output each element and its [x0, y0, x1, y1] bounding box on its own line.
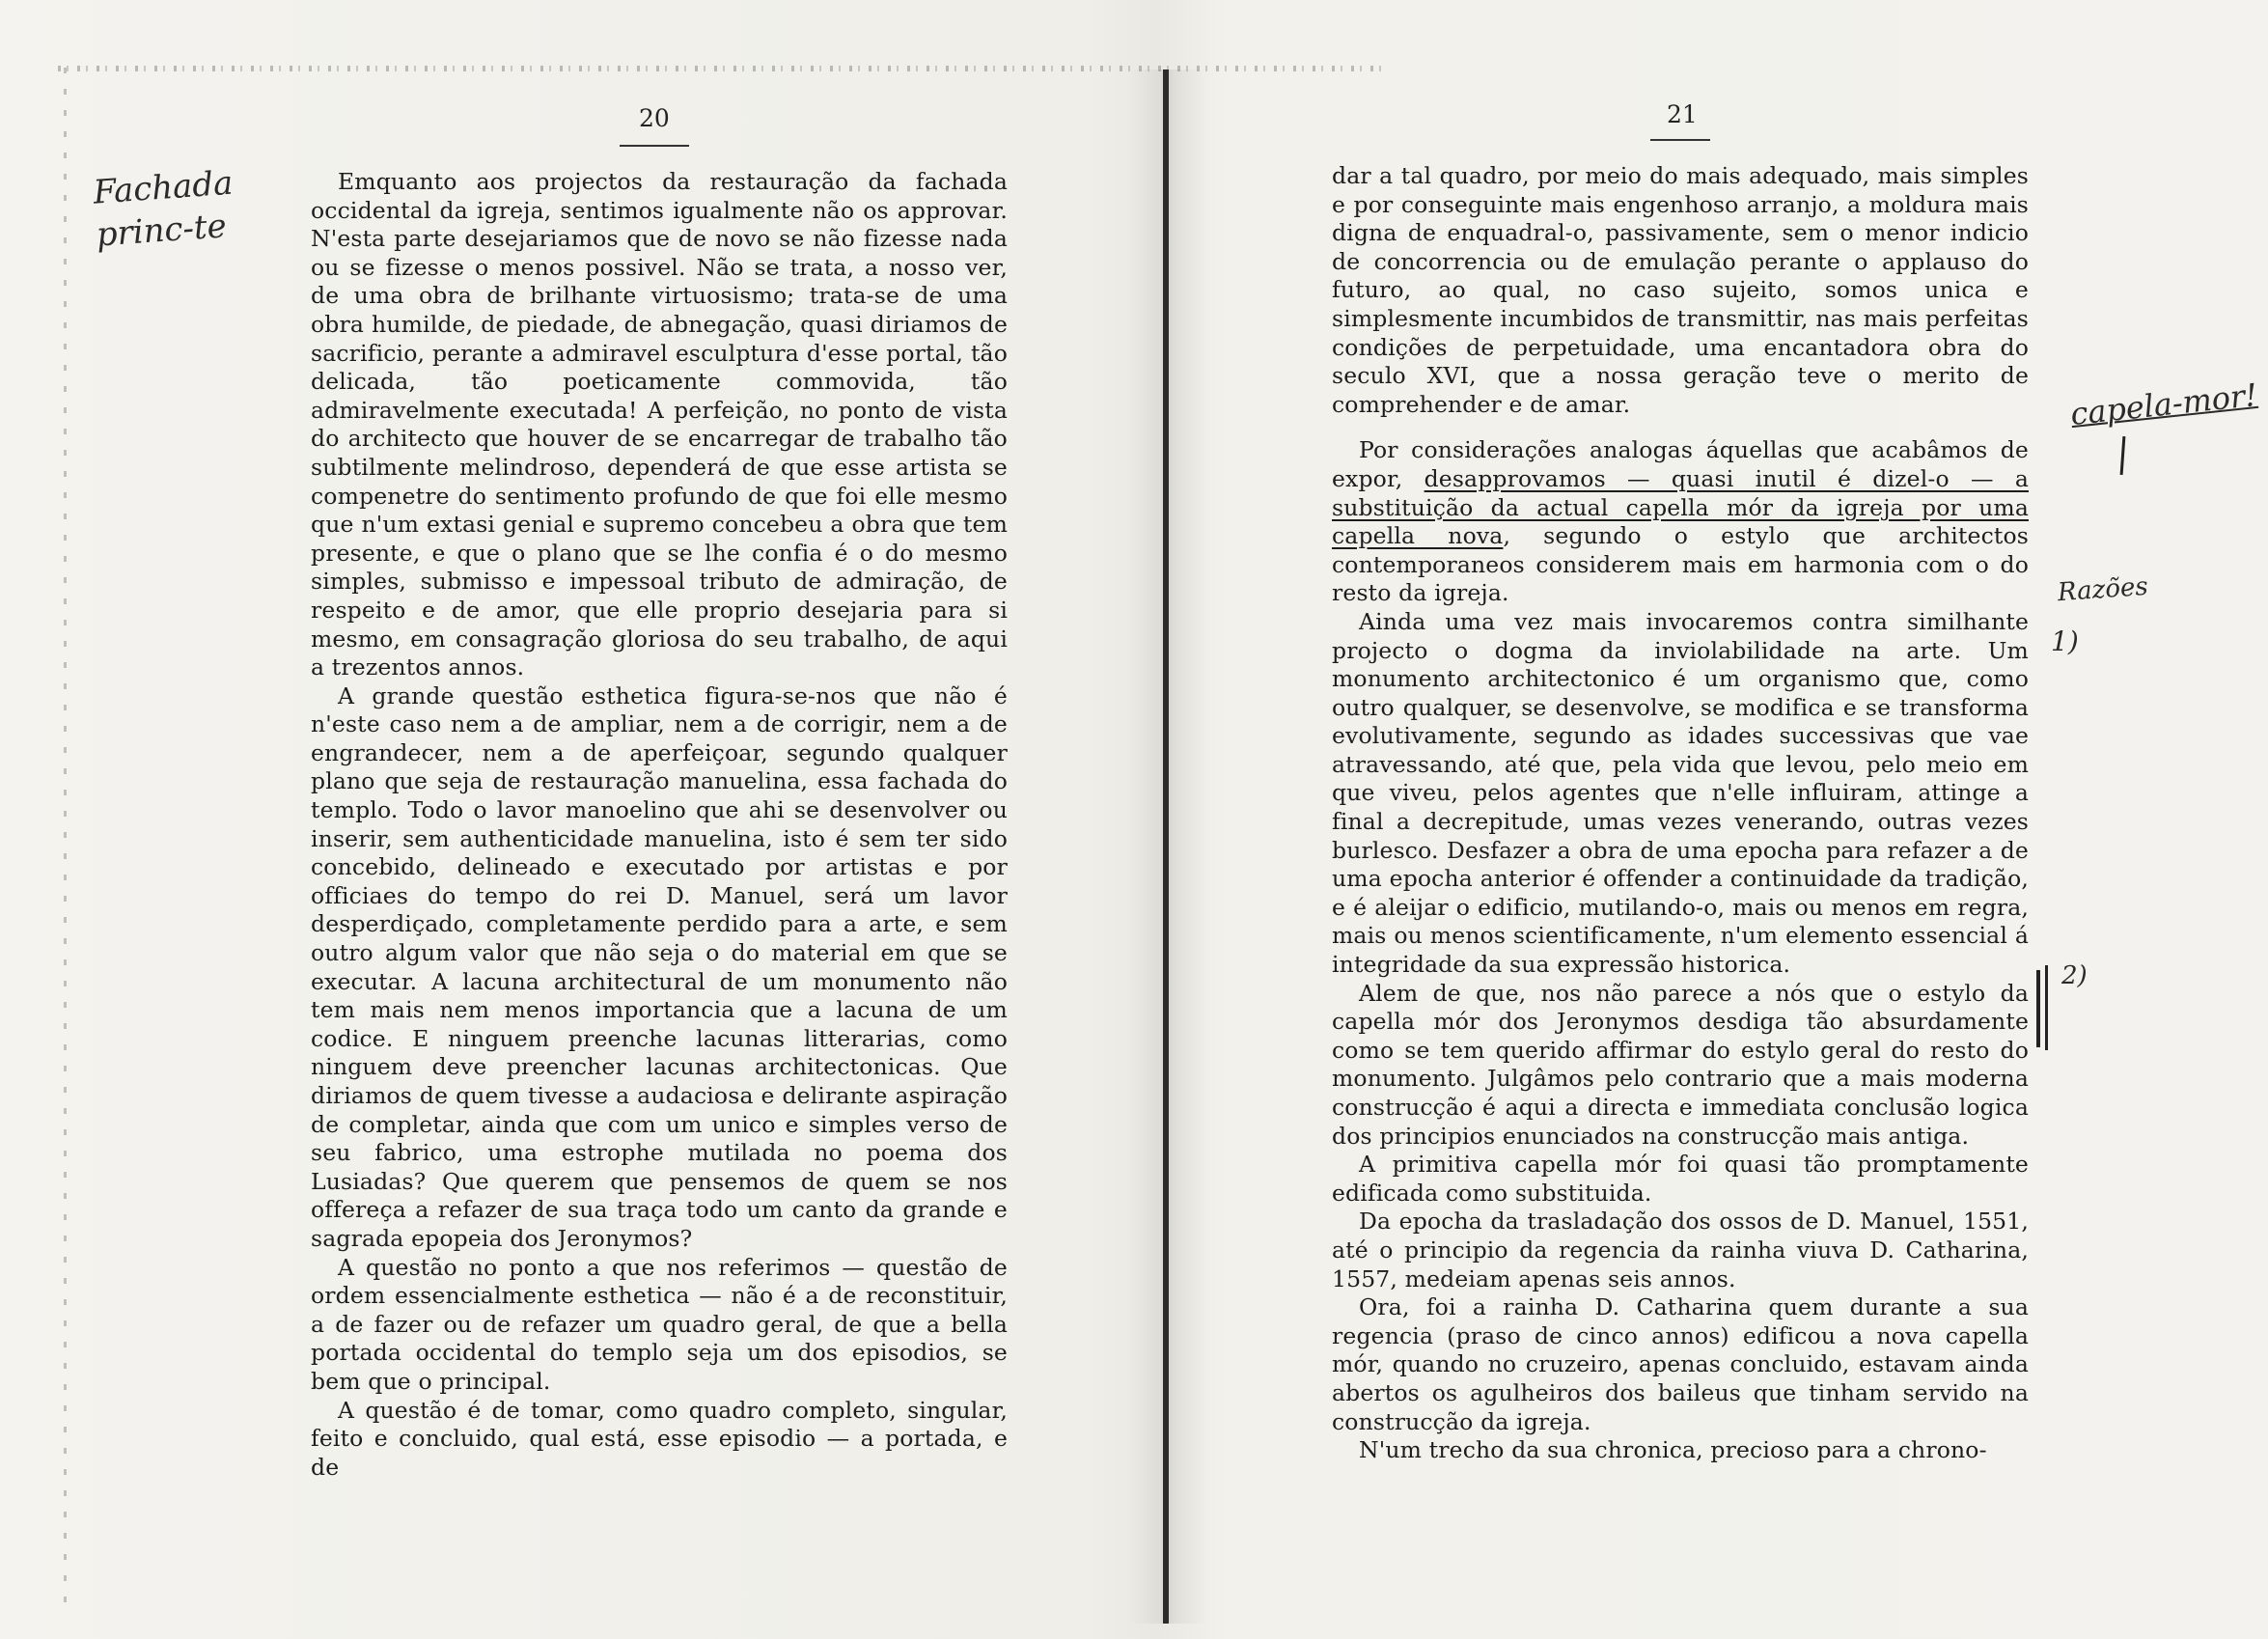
margin-bracket-line-a	[2036, 970, 2040, 1047]
underlined-passage: desapprovamos — quasi inutil é dizel-o — a substituição da actual capella mór da igreja por uma capella nova	[1332, 464, 2029, 550]
left-page-number-rule	[620, 145, 689, 147]
right-paragraph-1: dar a tal quadro, por meio do mais adequado, mais simples e por conseguinte mais engenhoso arranjo, a moldura mais digna de enquadral-o, passivamente, sem o menor indicio de concorrencia ou de emulação perante o applauso do futuro, ao qual, no caso sujeito, somos unica e simplesmente incumbidos de transmittir, nas mais perfeitas condições de perpetuidade, uma encantadora obra do seculo XVI, que a nossa geração teve o merito de comprehender e de amar.	[1332, 162, 2029, 418]
margin-note-number-1: 1)	[2051, 625, 2079, 657]
right-paragraph-8: N'um trecho da sua chronica, precioso para a chrono-	[1359, 1436, 1987, 1464]
right-paragraph-5: A primitiva capella mór foi quasi tão promptamente edificada como substituida.	[1332, 1151, 2029, 1207]
right-page-number-rule	[1650, 139, 1710, 141]
left-paragraph-3: A questão no ponto a que nos referimos — questão de ordem essencialmente esthetica — não é a de reconstituir, a de fazer ou de refazer um quadro geral, de que a bella portada occidental do templo seja um dos episodios, se bem que o principal.	[311, 1253, 1008, 1395]
right-page-number: 21	[1667, 100, 1698, 128]
right-paragraph-2-start: Por considerações analogas áquellas que acabâmos de expor,	[1332, 436, 2029, 492]
margin-note-fachada: Fachada princ-te	[92, 163, 235, 255]
left-paragraph-2: A grande questão esthetica figura-se-nos que não é n'este caso nem a de ampliar, nem a de corrigir, nem a de engrandecer, nem a de aperfeiçoar, segundo qualquer plano que seja de restauração manuelina, essa fachada do templo. Todo o lavor manoelino que ahi se desenvolver ou inserir, sem authenticidade manuelina, isto é sem ter sido concebido, delineado e executado por artistas e por officiaes do tempo do rei D. Manuel, será um lavor desperdiçado, completamente perdido para a arte, e sem outro algum valor que não seja o do material em que se executar. A lacuna architectural de um monumento não tem mais nem menos importancia que a lacuna de um codice. E ninguem preenche lacunas litterarias, como ninguem deve preencher lacunas architectonicas. Que diriamos de quem tivesse a audaciosa e delirante aspiração de completar, ainda que com um unico e simples verso de seu fabrico, uma estrophe mutilada no poema dos Lusiadas? Que querem que pensemos de quem se nos offereça a refazer de sua traça todo um canto da grande e sagrada epopeia dos Jeronymos?	[311, 681, 1008, 1252]
scan-edge-left	[64, 68, 67, 1612]
margin-bracket-line-b	[2045, 965, 2048, 1050]
right-paragraph-7: Ora, foi a rainha D. Catharina quem durante a sua regencia (praso de cinco annos) edificou a nova capella mór, quando no cruzeiro, apenas concluido, estavam ainda abertos os agulheiros dos baileus que tinham servido na construcção da igreja.	[1332, 1293, 2029, 1435]
margin-note-capela-mor: capela-mor!	[2068, 375, 2259, 433]
right-paragraph-2-end: , segundo o estylo que architectos contemporaneos considerem mais em harmonia com o do resto da igreja.	[1332, 522, 2029, 607]
book-spine	[1163, 69, 1169, 1624]
left-paragraph-1: Emquanto aos projectos da restauração da fachada occidental da igreja, sentimos igualmente não os approvar. N'esta parte desejariamos que de novo se não fizesse nada ou se fizesse o menos possivel. Não se trata, a nosso ver, de uma obra de brilhante virtuosismo; trata-se de uma obra humilde, de piedade, de abnegação, quasi diriamos de sacrificio, perante a admiravel esculptura d'esse portal, tão delicada, tão poeticamente commovida, tão admiravelmente executada! A perfeição, no ponto de vista do architecto que houver de se encarregar de trabalho tão subtilmente melindroso, dependerá de que esse artista se compenetre do sentimento profundo de que foi elle mesmo que n'um extasi genial e supremo concebeu a obra que tem presente, e que o plano que se lhe confia é o do mesmo simples, submisso e impessoal tributo de admiração, de respeito e de amor, que elle proprio desejaria para si mesmo, em consagração gloriosa do seu trabalho, de aqui a trezentos annos.	[311, 168, 1008, 681]
left-page-body	[311, 168, 1008, 1482]
right-paragraph-4: Alem de que, nos não parece a nós que o estylo da capella mór dos Jeronymos desdiga tão absurdamente como se tem querido affirmar do estylo geral do resto do monumento. Julgâmos pelo contrario que a mais moderna construcção é aqui a directa e immediata conclusão logica dos principios enunciados na construcção mais antiga.	[1332, 979, 2029, 1150]
margin-note-razoes: Razões	[2057, 571, 2149, 608]
left-paragraph-4: A questão é de tomar, como quadro completo, singular, feito e concluido, qual está, esse episodio — a portada, e de	[311, 1396, 1008, 1481]
left-page-number: 20	[639, 104, 670, 132]
margin-note-number-2: 2)	[2061, 961, 2088, 990]
right-paragraph-2	[1332, 436, 2029, 608]
right-page-body	[1332, 162, 2029, 1465]
margin-stroke-arrow	[2120, 436, 2126, 475]
right-paragraph-6: Da epocha da trasladação dos ossos de D. Manuel, 1551, até o principio da regencia da rainha viuva D. Catharina, 1557, medeiam apenas seis annos.	[1332, 1208, 2029, 1292]
right-paragraph-3: Ainda uma vez mais invocaremos contra similhante projecto o dogma da inviolabilidade na arte. Um monumento architectonico é um organismo que, como outro qualquer, se desenvolve, se modifica e se transforma evolutivamente, segundo as idades successivas que vae atravessando, até que, pela vida que levou, pelo meio em que viveu, pelos agentes que n'elle influiram, attinge a final a decrepitude, umas vezes venerando, outras vezes burlesco. Desfazer a obra de uma epocha para refazer a de uma epocha anterior é offender a continuidade da tradição, e é aleijar o edificio, mutilando-o, mais ou menos em regra, mais ou menos scientificamente, n'um elemento essencial á integridade da sua expressão historica.	[1332, 607, 2029, 979]
